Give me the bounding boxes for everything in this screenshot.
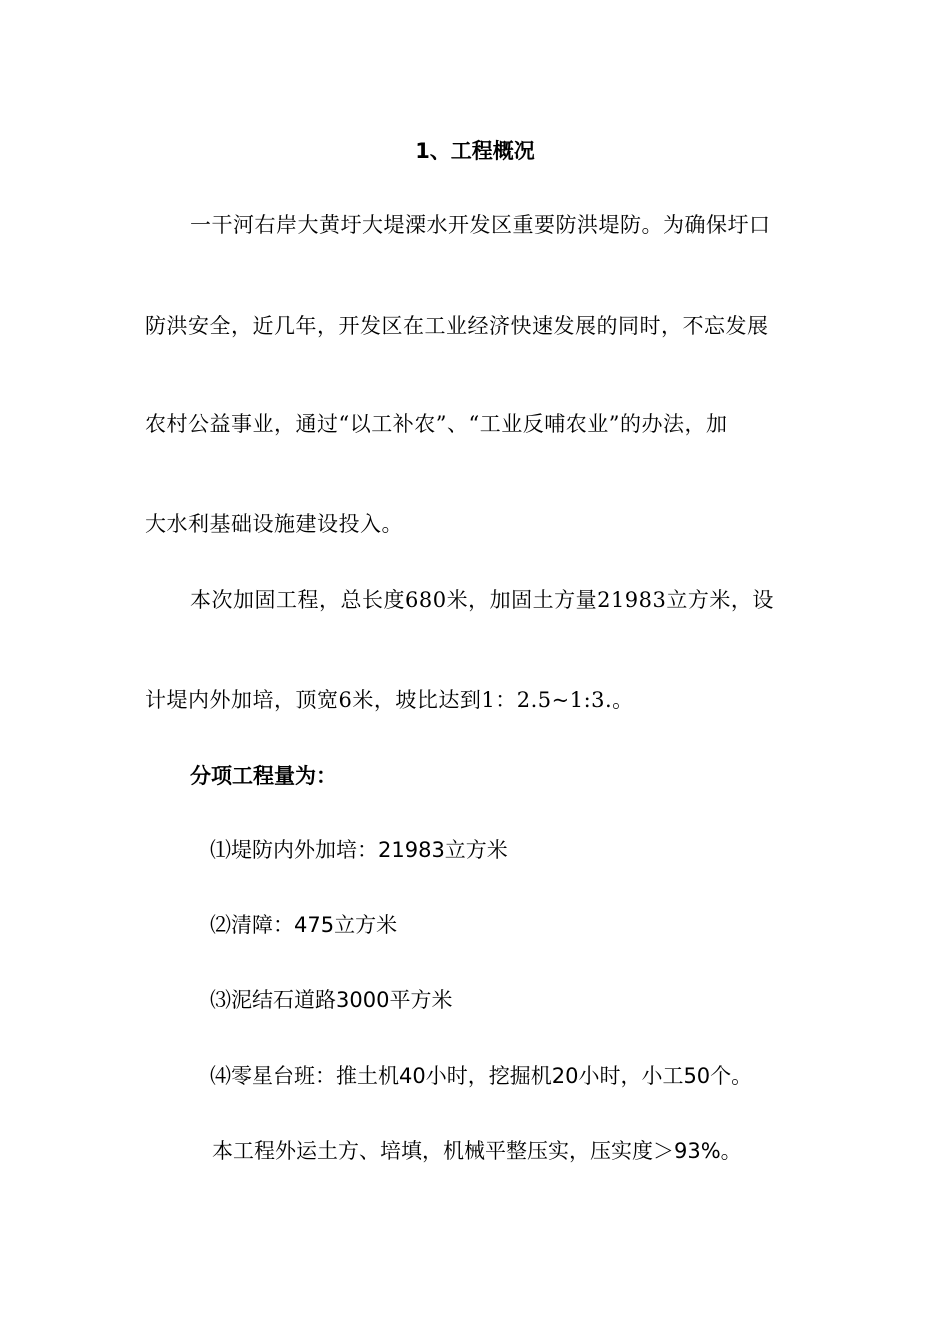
paragraph-1-line-3: 农村公益事业，通过“以工补农”、“工业反哺农业”的办法，加 xyxy=(145,412,728,436)
paragraph-2-line-2: 计堤内外加培，顶宽6米，坡比达到1：2.5~1:3.。 xyxy=(145,688,634,712)
subsection-title: 分项工程量为： xyxy=(190,764,337,788)
section-title: 1、工程概况 xyxy=(415,139,535,163)
compaction-note: 本工程外运土方、培填，机械平整压实，压实度＞93%。 xyxy=(212,1139,742,1163)
paragraph-2-line-1: 本次加固工程，总长度680米，加固土方量21983立方米，设 xyxy=(190,588,774,612)
paragraph-1-line-2: 防洪安全，近几年，开发区在工业经济快速发展的同时，不忘发展 xyxy=(145,314,769,338)
list-item: ⑶泥结石道路3000平方米 xyxy=(210,988,453,1012)
list-item: ⑷零星台班：推土机40小时，挖掘机20小时，小工50个。 xyxy=(210,1064,753,1088)
list-item: ⑴堤防内外加培：21983立方米 xyxy=(210,838,508,862)
paragraph-1-line-4: 大水利基础设施建设投入。 xyxy=(145,512,403,536)
list-item: ⑵清障：475立方米 xyxy=(210,913,398,937)
paragraph-1-line-1: 一干河右岸大黄圩大堤溧水开发区重要防洪堤防。为确保圩口 xyxy=(190,213,771,237)
